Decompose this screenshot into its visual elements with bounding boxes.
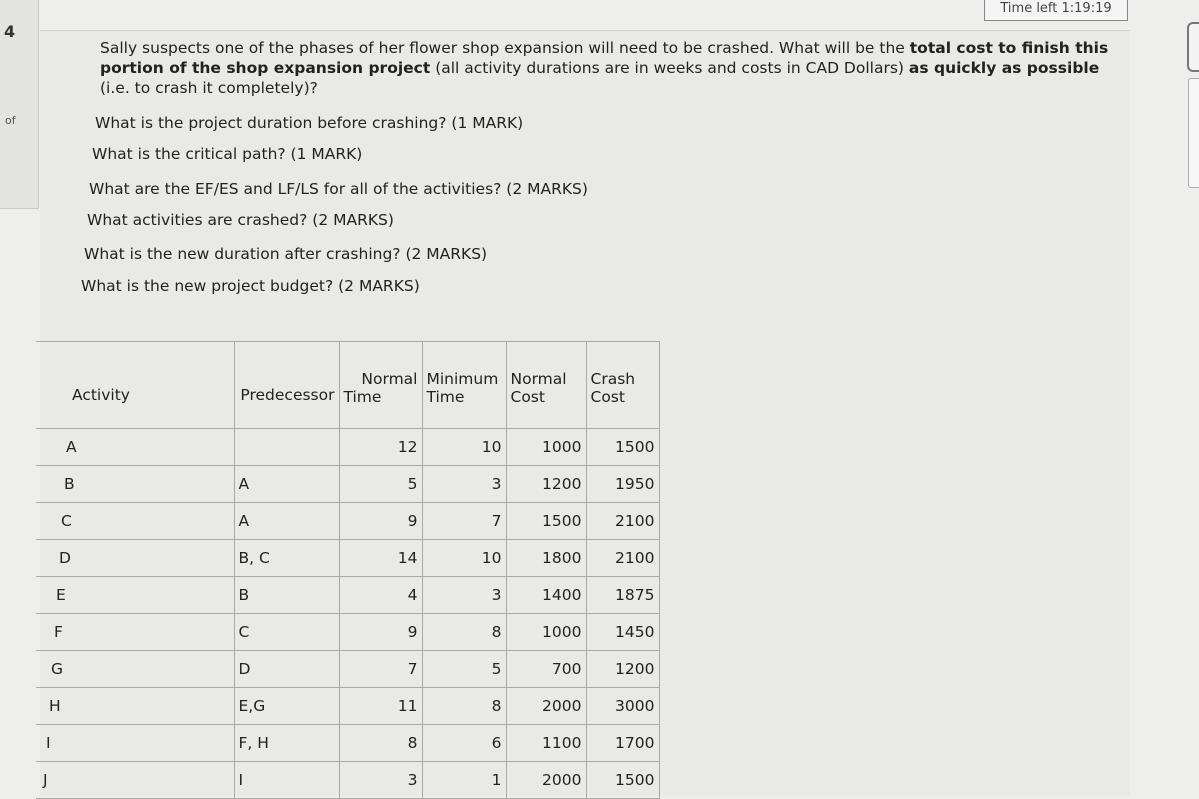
cell-minimum-time: 10 — [422, 429, 506, 466]
cell-normal-cost: 2000 — [506, 762, 586, 799]
cell-minimum-time: 7 — [422, 503, 506, 540]
cell-minimum-time: 5 — [422, 651, 506, 688]
header-crash-cost-line1: Crash — [590, 370, 636, 388]
prompt-text-3: (i.e. to crash it completely)? — [100, 79, 318, 97]
cell-predecessor: I — [234, 762, 339, 799]
question-number: 4 — [4, 22, 16, 41]
table-row — [36, 429, 659, 466]
cell-crash-cost: 3000 — [586, 688, 659, 725]
table-row — [36, 614, 659, 651]
cell-activity: F — [36, 614, 234, 651]
cell-crash-cost: 1700 — [586, 725, 659, 762]
sub-question: What is the critical path? (1 MARK) — [92, 145, 363, 163]
header-normal-cost-line1: Normal — [510, 370, 567, 388]
cell-activity: G — [36, 651, 234, 688]
table-row — [36, 540, 659, 577]
cell-normal-time: 7 — [339, 651, 422, 688]
prompt-text-2: (all activity durations are in weeks and costs in CAD Dollars) — [430, 59, 909, 77]
side-panel-tab[interactable] — [1188, 78, 1199, 188]
header-minimum-time-line2: Time — [426, 388, 465, 406]
cell-crash-cost: 1200 — [586, 651, 659, 688]
sub-question: What activities are crashed? (2 MARKS) — [87, 211, 394, 229]
header-minimum-time — [422, 342, 506, 429]
sub-question: What is the new duration after crashing? (2 MARKS) — [84, 245, 488, 263]
sub-question: What is the project duration before crashing? (1 MARK) — [95, 114, 524, 132]
cell-normal-time: 11 — [339, 688, 422, 725]
question-of-label: of — [5, 114, 16, 127]
cell-activity: J — [36, 762, 234, 799]
cell-minimum-time: 3 — [422, 466, 506, 503]
cell-normal-cost: 1800 — [506, 540, 586, 577]
header-predecessor: Predecessor — [234, 342, 339, 429]
cell-activity: I — [36, 725, 234, 762]
header-minimum-time-line1: Minimum — [426, 370, 499, 388]
time-left-timer: Time left 1:19:19 — [984, 0, 1128, 21]
table-row — [36, 725, 659, 762]
header-normal-time-line1: Normal — [361, 370, 418, 388]
cell-predecessor: A — [234, 503, 339, 540]
table-row — [36, 577, 659, 614]
cell-activity: B — [36, 466, 234, 503]
cell-normal-cost: 1400 — [506, 577, 586, 614]
table-row — [36, 503, 659, 540]
cell-normal-time: 4 — [339, 577, 422, 614]
cell-minimum-time: 1 — [422, 762, 506, 799]
table-row — [36, 688, 659, 725]
flag-question-tab[interactable] — [1187, 22, 1199, 72]
cell-crash-cost: 2100 — [586, 503, 659, 540]
header-normal-cost — [506, 342, 586, 429]
cell-activity: H — [36, 688, 234, 725]
prompt-text-1: Sally suspects one of the phases of her flower shop expansion will need to be crashed. What will be the — [100, 39, 910, 57]
cell-normal-cost: 700 — [506, 651, 586, 688]
question-prompt — [100, 38, 1110, 98]
table-header-row — [36, 342, 659, 429]
sub-question: What is the new project budget? (2 MARKS) — [81, 277, 420, 295]
cell-predecessor: A — [234, 466, 339, 503]
cell-activity: D — [36, 540, 234, 577]
prompt-bold-2: as quickly as possible — [908, 59, 1100, 77]
cell-predecessor: B — [234, 577, 339, 614]
cell-normal-cost: 1200 — [506, 466, 586, 503]
cell-minimum-time: 8 — [422, 614, 506, 651]
cell-minimum-time: 8 — [422, 688, 506, 725]
cell-normal-cost: 1000 — [506, 614, 586, 651]
table-row — [36, 762, 659, 799]
header-activity: Activity — [36, 342, 234, 429]
table-row — [36, 466, 659, 503]
cell-activity: A — [36, 429, 234, 466]
cell-minimum-time: 10 — [422, 540, 506, 577]
activity-table — [36, 341, 660, 799]
cell-crash-cost: 1950 — [586, 466, 659, 503]
sub-question: What are the EF/ES and LF/LS for all of the activities? (2 MARKS) — [89, 180, 588, 198]
cell-normal-cost: 1000 — [506, 429, 586, 466]
cell-normal-time: 9 — [339, 503, 422, 540]
header-crash-cost — [586, 342, 659, 429]
cell-predecessor — [234, 429, 339, 466]
cell-crash-cost: 1450 — [586, 614, 659, 651]
cell-normal-time: 14 — [339, 540, 422, 577]
header-normal-cost-line2: Cost — [510, 388, 545, 406]
cell-activity: C — [36, 503, 234, 540]
header-crash-cost-line2: Cost — [590, 388, 625, 406]
question-nav-panel — [0, 0, 39, 209]
prompt-bold-1: total cost to finish this portion of the shop expansion project — [100, 39, 1109, 77]
cell-predecessor: B, C — [234, 540, 339, 577]
cell-predecessor: E,G — [234, 688, 339, 725]
header-normal-time — [339, 342, 422, 429]
header-normal-time-line2: Time — [343, 388, 382, 406]
cell-crash-cost: 1875 — [586, 577, 659, 614]
cell-predecessor: F, H — [234, 725, 339, 762]
cell-normal-time: 5 — [339, 466, 422, 503]
cell-normal-time: 12 — [339, 429, 422, 466]
cell-predecessor: C — [234, 614, 339, 651]
cell-crash-cost: 1500 — [586, 762, 659, 799]
cell-activity: E — [36, 577, 234, 614]
cell-minimum-time: 6 — [422, 725, 506, 762]
cell-predecessor: D — [234, 651, 339, 688]
cell-normal-cost: 2000 — [506, 688, 586, 725]
cell-normal-time: 8 — [339, 725, 422, 762]
cell-normal-time: 3 — [339, 762, 422, 799]
cell-crash-cost: 1500 — [586, 429, 659, 466]
table-row — [36, 651, 659, 688]
cell-crash-cost: 2100 — [586, 540, 659, 577]
cell-normal-time: 9 — [339, 614, 422, 651]
cell-normal-cost: 1100 — [506, 725, 586, 762]
cell-normal-cost: 1500 — [506, 503, 586, 540]
cell-minimum-time: 3 — [422, 577, 506, 614]
